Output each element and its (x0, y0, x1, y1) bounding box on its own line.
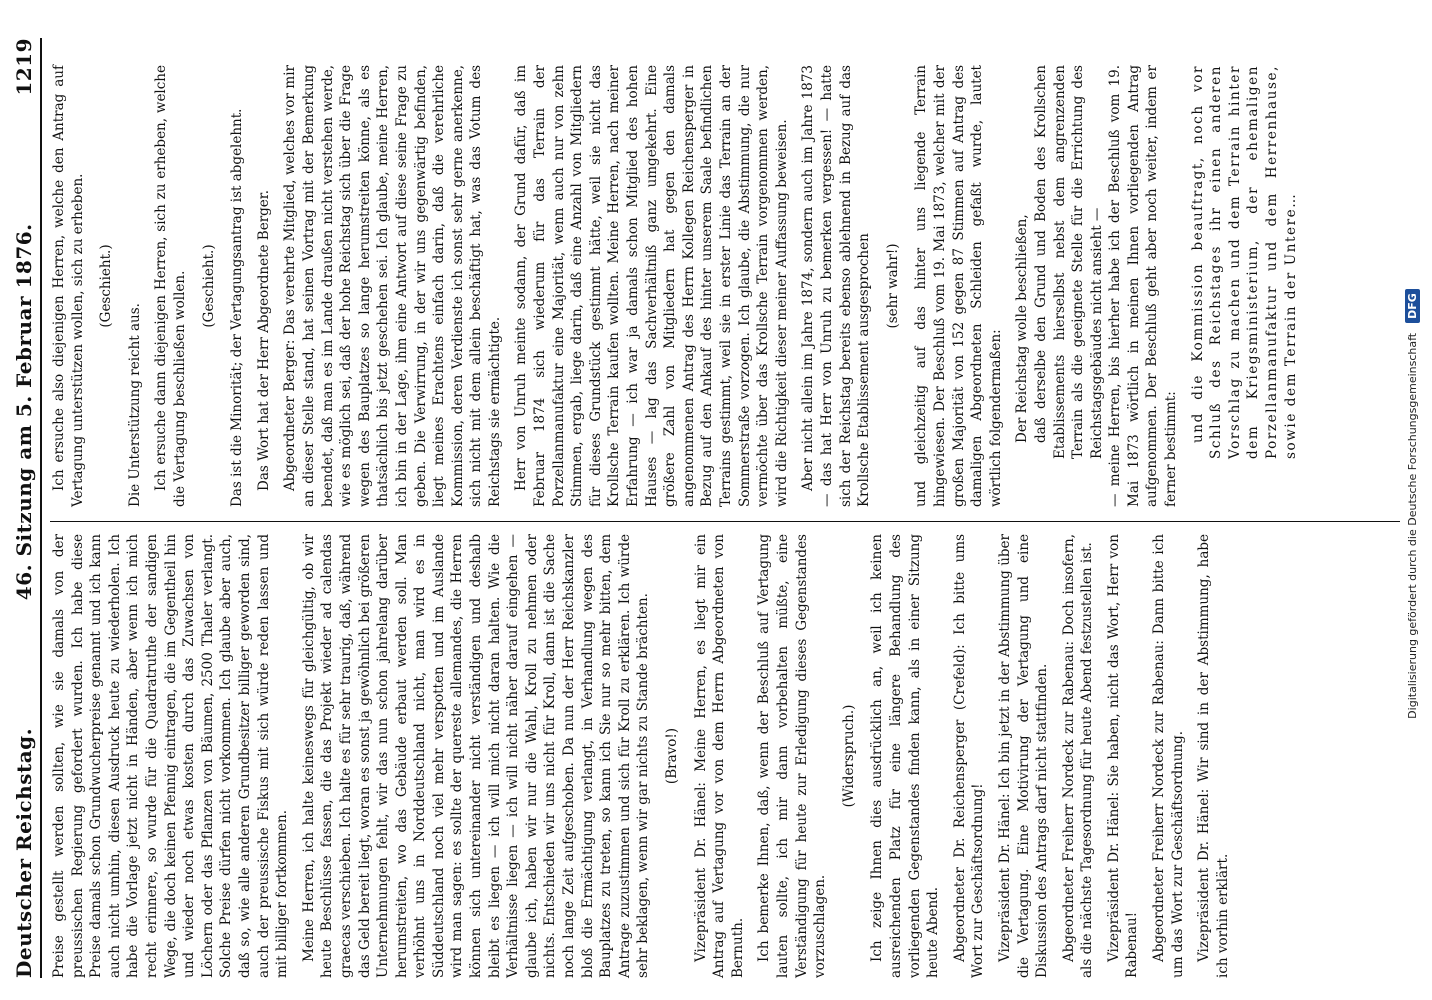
journal-title: Deutscher Reichstag. (12, 727, 36, 978)
left-column-paragraph: Ich bemerke Ihnen, daß, wenn der Beschluß auf Vertagung lauten sollte, ich mir dann vorbehalten müßte, eine Verständigung für heute zur Erledigung dieses Gegenstandes vorzuschlagen. (756, 534, 829, 978)
right-column-paragraph: (Geschieht.) (98, 244, 115, 328)
left-column-paragraph: (Widerspruch.) (840, 704, 857, 808)
left-column-paragraph: Vizepräsident Dr. Hänel: Wir sind in der Abstimmung, habe ich vorhin erklärt. (1196, 534, 1231, 978)
dfg-note-text: Digitalisierung gefördert durch die Deutsche Forschungsgemeinschaft (1405, 332, 1419, 719)
left-column-paragraph: Preise gestellt werden sollten, wie sie damals von der preussischen Regierung gefordert wurden. Ich habe diese Preise damals schon Grundwucherpreise genannt und ich kann auch nicht umhin, diesen Ausdruck heute zu wiederholen. Ich habe die Vorlage jetzt nicht in Händen, aber wenn ich mich recht erinnere, so wurde für die Quadratruthe der sandigen Wege, die doch keinen Pfennig eintragen, die im Gegentheil hin und wieder noch etwas kosten durch das Zuwachsen von Löchern oder das Pflanzen von Bäumen, 2500 Thaler verlangt. Solche Preise dürfen nicht vorkommen. Ich glaube aber auch, daß so, wie alle anderen Grundbesitzer billiger geworden sind, auch der preussische Fiskus mit sich würde reden lassen und mit billiger fortkommen. (51, 534, 291, 978)
right-column-paragraph: Die Unterstützung reicht aus. (126, 303, 143, 507)
text-columns (50, 38, 1400, 978)
left-column-paragraph: Vizepräsident Dr. Hänel: Meine Herren, es liegt mir ein Antrag auf Vertagung vor von dem Herrn Abgeordneten von Bernuth. (692, 534, 746, 978)
dfg-logo: DFG (1405, 289, 1420, 323)
page-header (4, 38, 42, 978)
right-column-paragraph: (sehr wahr!) (884, 243, 901, 329)
session-title: 46. Sitzung am 5. Februar 1876. (12, 223, 36, 601)
right-column-paragraph: Das ist die Minorität; der Vertagungsantrag ist abgelehnt. (229, 108, 246, 507)
right-column-paragraph: daß derselbe den Grund und Boden des Krollschen Etablissements hierselbst nebst dem angrenzenden Terrain als die geeignete Stelle für die Errichtung des Reichstagsgebäudes nicht ansieht — (1032, 65, 1105, 459)
right-column-paragraph: und gleichzeitig auf das hinter uns liegende Terrain hingewiesen. Der Beschluß vom 19. Mai 1873, welcher mit der großen Majorität von 152 gegen 87 Stimmen auf Antrag des damaligen Abgeordneten Schleiden gefaßt wurde, lautet wörtlich folgendermaßen: (913, 65, 1004, 507)
right-column-paragraph: Abgeordneter Berger: Das verehrte Mitglied, welches vor mir an dieser Stelle stand, hat seinen Vortrag mit der Bemerkung beendet, daß man es im Lande draußen nicht verstehen werde, wie es möglich sei, daß der hohe Reichstag sich über die Frage wegen des Bauplatzes so lange herumstreiten könne, als es thatsächlich bis jetzt geschehen sei. Ich glaube, meine Herren, ich bin in der Lage, ihm eine Antwort auf diese seine Frage zu geben. Die Verwirrung, in der wir uns gegenwärtig befinden, liegt meines Erachtens einfach darin, daß die verehrliche Kommission, deren Verdienste ich sonst sehr gerne anerkenne, sich nicht mit dem allein beschäftigt hat, was das Votum des Reichstags sie ermächtigte. (282, 65, 503, 507)
right-column-paragraph: Aber nicht allein im Jahre 1874, sondern auch im Jahre 1873 — das hat Herr von Unruh zu bemerken vergessen! — hatte sich der Reichstag bereits ebenso ablehnend in Bezug auf das Krollsche Etablissement ausgesprochen (800, 65, 873, 507)
right-column-paragraph: Ich ersuche also diejenigen Herren, welche den Antrag auf Vertagung unterstützen wollen, sich zu erheben. (51, 65, 86, 507)
left-column-paragraph: (Bravo!) (664, 727, 680, 785)
left-column (50, 522, 1400, 978)
digitization-note (1400, 34, 1424, 974)
left-column-paragraph: Abgeordneter Freiherr Nordeck zur Rabenau: Dann bitte ich um das Wort zur Geschäftsordnung. (1151, 534, 1186, 978)
left-column-paragraph: Ich zeige Ihnen dies ausdrücklich an, weil ich keinen ausreichenden Platz für eine längere Behandlung des vorliegenden Gegenstandes finden kann, als in einer Sitzung heute Abend. (869, 534, 942, 978)
left-column-paragraph: Abgeordneter Freiherr Nordeck zur Rabenau: Doch insofern, als die nächste Tagesordnung für heute Abend festzustellen ist. (1060, 534, 1096, 978)
left-column-paragraph: Meine Herren, ich halte keineswegs für gleichgültig, ob wir heute Beschlüsse fassen, die das Projekt wieder ad calendas graecas verschieben. Ich halte es für sehr traurig, daß, während das Geld bereit liegt, woran es sonst ja gewöhnlich bei größeren Unternehmungen fehlt, wir das nun schon jahrelang darüber herumstreiten, wo das Gebäude erbaut werden soll. Man verhöhnt uns in Norddeutschland nicht, man wird es in Süddeutschland noch viel mehr verspotten und im Auslande wird man sagen: es sollte der quereste allemandes, die Herren können sich untereinander nicht verständigen und deshalb bleibt es liegen — ich will mich nicht daran halten. Wie die Verhältnisse liegen — ich will nicht näher darauf eingehen — glaube ich, haben wir nur die Wahl, Kroll zu nehmen oder nichts. Entschieden wir uns nicht für Kroll, dann ist die Sache noch lange Zeit aufgeschoben. Da nun der Herr Reichskanzler bloß die Ermächtigung verlangt, in Verhandlung wegen des Bauplatzes zu treten, so kann ich Sie nur so mehr bitten, dem Antrage zuzustimmen und sich für Kroll zu erklären. Ich würde sehr beklagen, wenn wir gar nichts zu Stande brächten. (300, 534, 652, 978)
right-column-paragraph: (Geschieht.) (200, 244, 217, 328)
right-column-paragraph: — meine Herren, bis hierher habe ich der Beschluß vom 19. Mai 1873 wörtlich in meinen Ihnen vorliegenden Antrag aufgenommen. Der Beschluß geht aber noch weiter, indem er ferner bestimmt: (1107, 65, 1180, 507)
column-divider (50, 521, 1400, 522)
right-column-paragraph: Herr von Unruh meinte sodann, der Grund dafür, daß im Februar 1874 sich wiederum für das Terrain der Porzellanmanufaktur eine Majorität, wenn auch nur von zehn Stimmen, ergab, liege darin, daß eine Anzahl von Mitgliedern für dieses Grundstück gestimmt hätte, weil sie nicht das Krollsche Terrain kaufen wollten. Meine Herren, nach meiner Erfahrung — ich war ja damals schon Mitglied des hohen Hauses — lag das Sachverhältniß ganz umgekehrt. Eine größere Zahl von Mitgliedern hat gegen den damals angenommenen Antrag des Herrn Kollegen Reichensperger in Bezug auf den Ankauf des hinter unserem Saale befindlichen Terrains gestimmt, weil sie in erster Linie das Terrain an der Sommerstraße vorzogen. Ich glaube, die Abstimmung, die nur vermöchte über das Krollsche Terrain vorgenommen werden, wird die Richtigkeit dieser meiner Auffassung beweisen. (513, 65, 790, 507)
right-column-paragraph: Der Reichstag wolle beschließen, (1014, 214, 1031, 443)
left-column-paragraph: Vizepräsident Dr. Hänel: Ich bin jetzt in der Abstimmung über die Vertagung. Eine Motivirung der Vertagung und eine Diskussion des Antrags darf nicht stattfinden. (996, 534, 1051, 978)
right-column (50, 65, 1400, 521)
left-column-paragraph: Vizepräsident Dr. Hänel: Sie haben, nicht das Wort, Herr von Rabenau! (1105, 534, 1141, 978)
right-column-paragraph: und die Kommission beauftragt, noch vor Schluß des Reichstages ihr einen anderen Vorschlag zu machen und dem Terrain hinter dem Kriegsministerium, der ehemaligen Porzellanmanufaktur und dem Herrenhause, sowie dem Terrain der Untere… (1189, 65, 1299, 459)
page-number: 1219 (12, 38, 36, 96)
right-column-paragraph: Das Wort hat der Herr Abgeordnete Berger. (255, 189, 272, 491)
left-column-paragraph: Abgeordneter Dr. Reichensperger (Crefeld): Ich bitte ums Wort zur Geschäftsordnung! (951, 534, 987, 978)
right-column-paragraph: Ich ersuche dann diejenigen Herren, sich zu erheben, welche die Vertagung beschließen wollen. (153, 65, 188, 507)
